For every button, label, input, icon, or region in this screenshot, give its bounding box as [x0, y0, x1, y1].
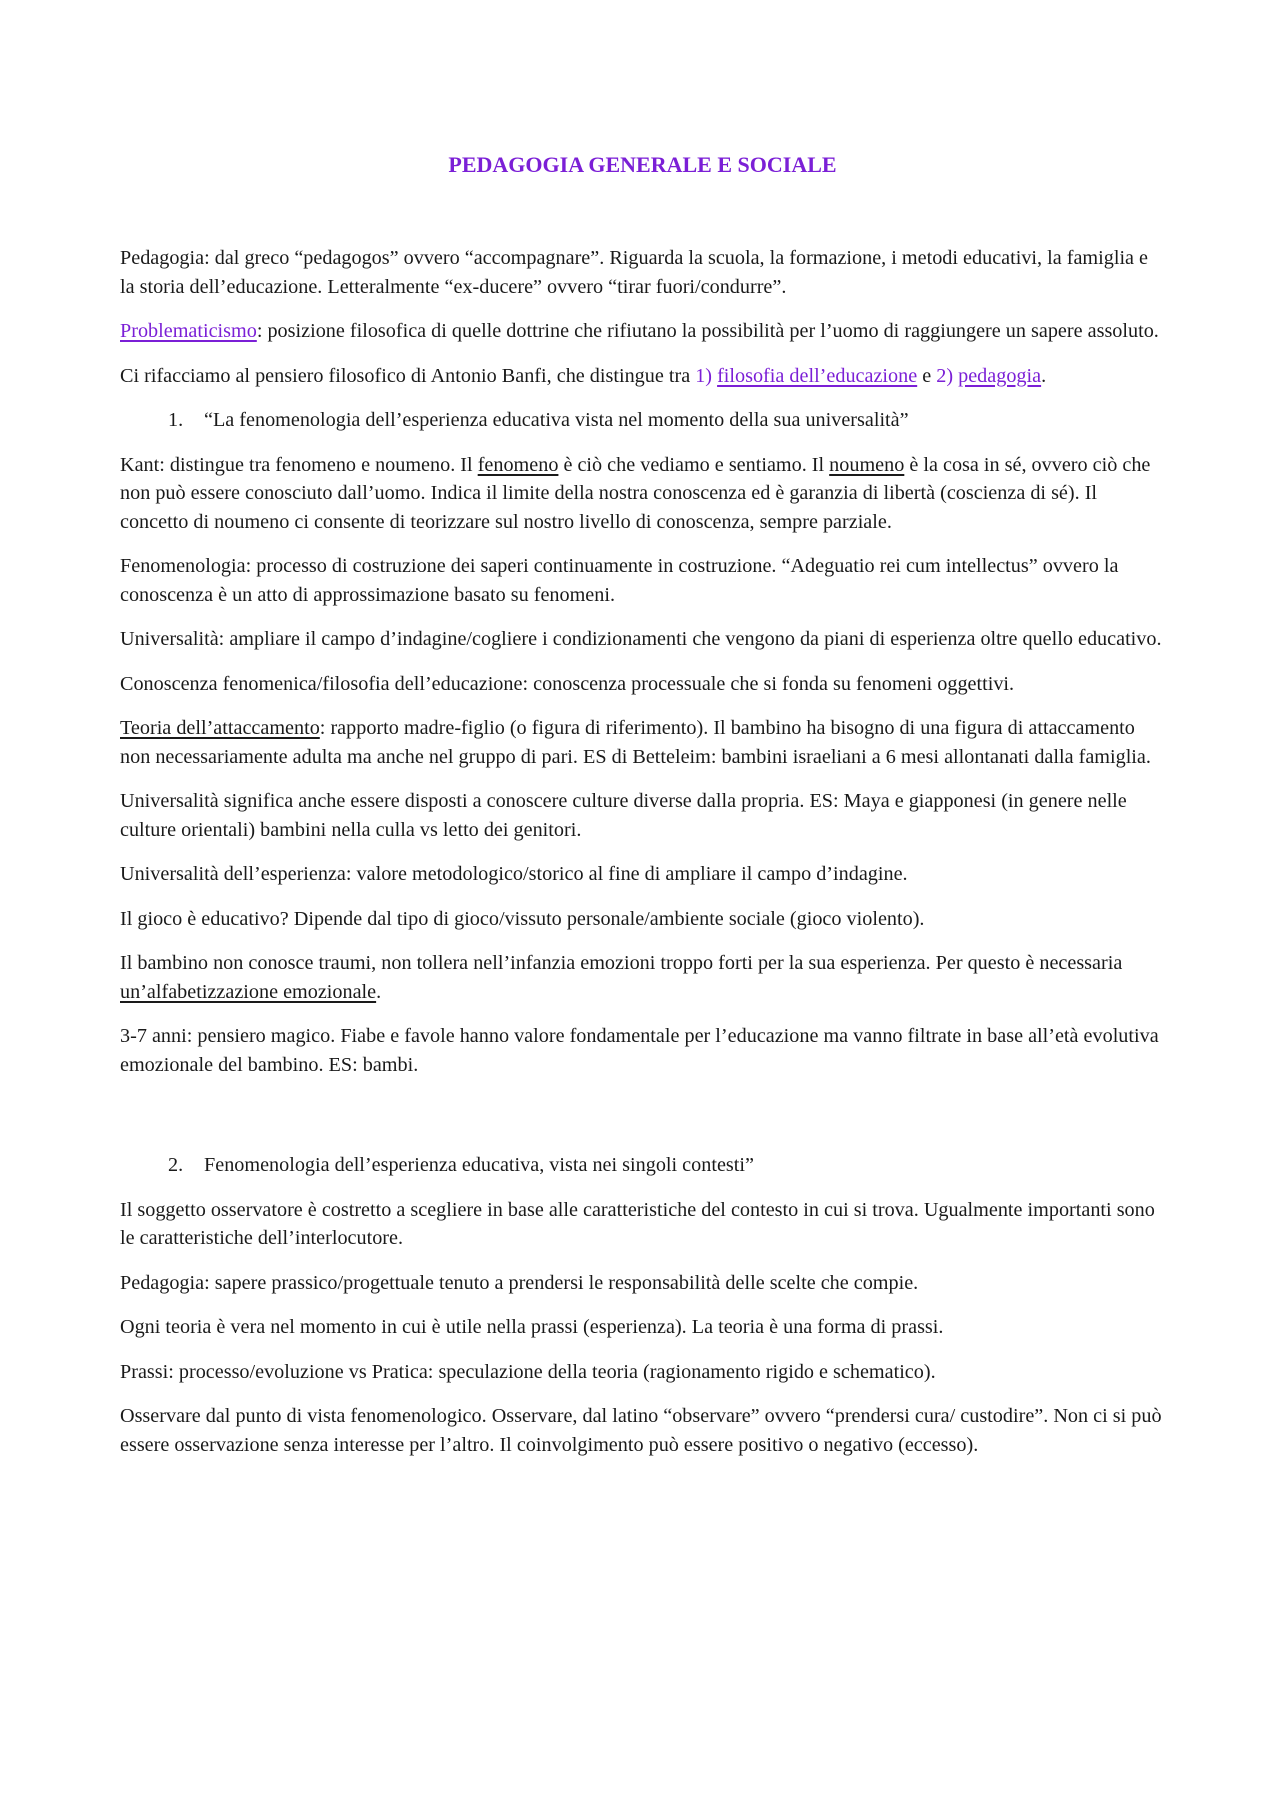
document-body — [120, 244, 1165, 1475]
paragraph-teoria-prassi: Ogni teoria è vera nel momento in cui è utile nella prassi (esperienza). La teoria è una forma di prassi. — [120, 1316, 944, 1338]
paragraph-text: è ciò che vediamo e sentiamo. Il — [558, 453, 830, 476]
paragraph-conoscenza-fenomenica: Conoscenza fenomenica/filosofia dell’educazione: conoscenza processuale che si fonda su fenomeni oggettivi. — [120, 672, 1015, 695]
paragraph-text: Ci rifacciamo al pensiero filosofico di Antonio Banfi, che distingue tra — [120, 364, 696, 387]
paragraph-soggetto-osservatore: Il soggetto osservatore è costretto a scegliere in base alle caratteristiche del contesto in cui si trova. Ugualmente importanti sono le caratteristiche dell’interlocutore. — [120, 1198, 1155, 1249]
list-number: 2. — [168, 1154, 184, 1176]
paragraph-text: è la cosa in sé, ovvero ciò che non può essere conosciuto dall’uomo. Indica il limite della nostra conoscenza ed è garanzia di libertà (coscienza di sé). Il concetto di noumeno ci consente di teorizzare sul nostro livello di conoscenza, sempre parziale. — [120, 453, 1151, 533]
fenomeno-term: fenomeno — [477, 453, 559, 476]
paragraph-text: Kant: distingue tra fenomeno e noumeno. Il — [120, 453, 478, 476]
noumeno-term: noumeno — [829, 453, 905, 476]
paragraph-attaccamento — [120, 714, 1165, 771]
paragraph-pedagogia-definition: Pedagogia: dal greco “pedagogos” ovvero “accompagnare”. Riguarda la scuola, la formazione, i metodi educativi, la famiglia e la storia dell’educazione. Letteralmente “ex-ducere” ovvero “tirar fuori/condurre”. — [120, 247, 1149, 298]
paragraph-osservare: Osservare dal punto di vista fenomenologico. Osservare, dal latino “observare” ovvero “prendersi cura/ custodire”. Non ci si può essere osservazione senza interesse per l’altro. Il coinvolgimento può essere positivo o negativo (eccesso). — [120, 1405, 1162, 1456]
paragraph-prassi-pratica: Prassi: processo/evoluzione vs Pratica: speculazione della teoria (ragionamento rigido e schematico). — [120, 1360, 936, 1383]
list-number: 2) — [936, 364, 959, 387]
paragraph-banfi — [120, 362, 1165, 391]
paragraph-text: . — [1041, 364, 1047, 387]
paragraph-gioco: Il gioco è educativo? Dipende dal tipo di gioco/vissuto personale/ambiente sociale (gioco violento). — [120, 907, 925, 930]
paragraph-text: . — [376, 980, 382, 1003]
paragraph-universalita-esperienza: Universalità dell’esperienza: valore metodologico/storico al fine di ampliare il campo d’indagine. — [120, 863, 908, 885]
paragraph-culture: Universalità significa anche essere disposti a conoscere culture diverse dalla propria. ES: Maya e giapponesi (in genere nelle culture orientali) bambini nella culla vs letto dei genitori. — [120, 790, 1127, 841]
paragraph-problematicismo — [120, 317, 1165, 346]
list-item-text: “La fenomenologia dell’esperienza educativa vista nel momento della sua universalità” — [204, 409, 909, 431]
page-title: PEDAGOGIA GENERALE E SOCIALE — [448, 152, 837, 177]
paragraph-text: Il bambino non conosce traumi, non tollera nell’infanzia emozioni troppo forti per la sua esperienza. Per questo è necessaria — [120, 952, 1123, 974]
list-item-1 — [120, 406, 1165, 435]
spacer — [120, 1095, 1165, 1151]
pedagogia-link[interactable]: pedagogia — [958, 364, 1042, 387]
paragraph-traumi — [120, 949, 1165, 1006]
paragraph-universalita: Universalità: ampliare il campo d’indagine/cogliere i condizionamenti che vengono da piani di esperienza oltre quello educativo. — [120, 628, 1162, 650]
filosofia-educazione-link[interactable]: filosofia dell’educazione — [717, 364, 918, 387]
paragraph-pedagogia-prassica: Pedagogia: sapere prassico/progettuale tenuto a prendersi le responsabilità delle scelte che compie. — [120, 1271, 919, 1294]
list-number: 1) — [695, 364, 718, 387]
problematicismo-link[interactable]: Problematicismo — [120, 320, 257, 342]
list-item-text: Fenomenologia dell’esperienza educativa, vista nei singoli contesti” — [204, 1154, 754, 1176]
paragraph-pensiero-magico: 3-7 anni: pensiero magico. Fiabe e favole hanno valore fondamentale per l’educazione ma vanno filtrate in base all’età evolutiva emozionale del bambino. ES: bambi. — [120, 1025, 1159, 1076]
paragraph-text: e — [917, 364, 937, 387]
paragraph-text: : posizione filosofica di quelle dottrine che rifiutano la possibilità per l’uomo di raggiungere un sapere assoluto. — [256, 320, 1159, 342]
list-number: 1. — [168, 409, 184, 431]
list-item-2 — [120, 1151, 1165, 1180]
paragraph-kant — [120, 451, 1165, 537]
paragraph-text: : rapporto madre-figlio (o figura di riferimento). Il bambino ha bisogno di una figura di attaccamento non necessariamente adulta ma anche nel gruppo di pari. ES di Betteleim: bambini israeliani a 6 mesi allontanati dalla famiglia. — [120, 717, 1151, 768]
alfabetizzazione-term: un’alfabetizzazione emozionale — [120, 980, 377, 1003]
paragraph-fenomenologia: Fenomenologia: processo di costruzione dei saperi continuamente in costruzione. “Adeguatio rei cum intellectus” ovvero la conoscenza è un atto di approssimazione basato su fenomeni. — [120, 555, 1119, 606]
teoria-attaccamento-term: Teoria dell’attaccamento — [120, 717, 320, 739]
